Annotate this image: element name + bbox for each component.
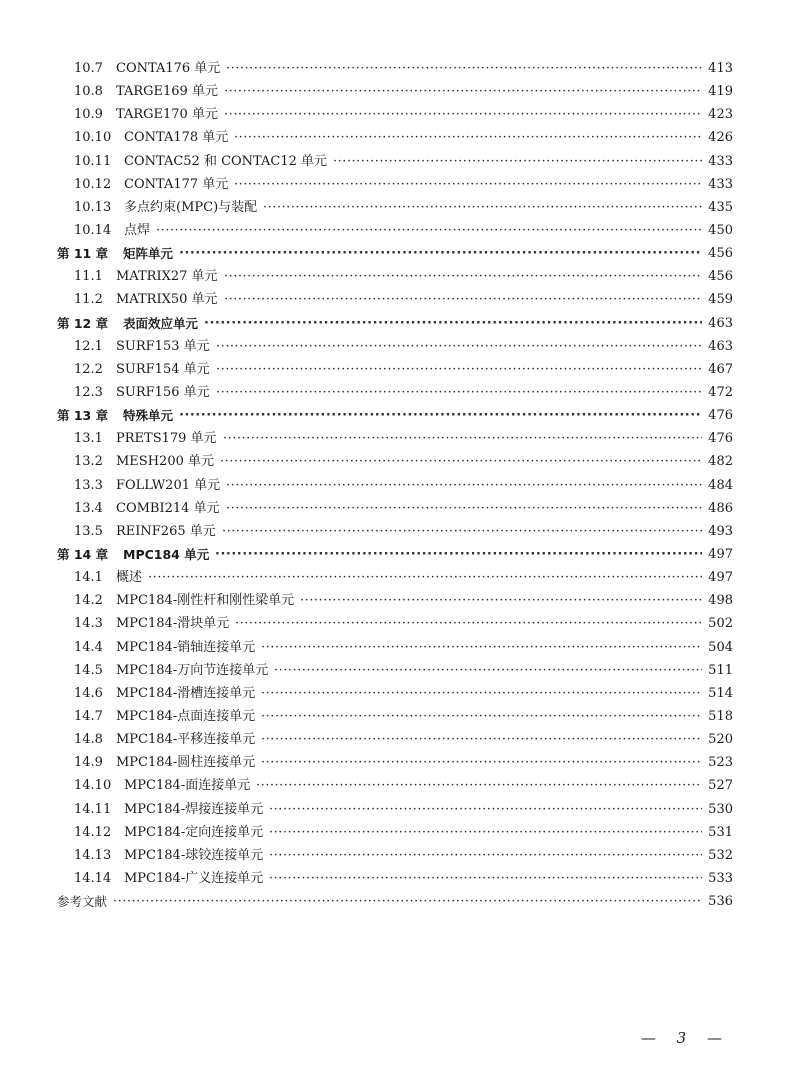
- toc-section-entry[interactable]: [0, 219, 790, 242]
- entry-number: 14.6: [74, 685, 103, 701]
- toc-section-entry[interactable]: [0, 196, 790, 219]
- toc-chapter-entry[interactable]: [0, 242, 790, 265]
- entry-number: 14.8: [74, 732, 103, 748]
- leader-dots: [269, 821, 702, 844]
- entry-title: CONTA178 单元: [124, 126, 234, 149]
- entry-title: MATRIX27 单元: [116, 265, 224, 288]
- entry-title: COMBI214 单元: [116, 497, 226, 520]
- leader-dots: [223, 427, 702, 450]
- entry-title: TARGE169 单元: [116, 80, 224, 103]
- toc-references-entry[interactable]: [0, 890, 790, 913]
- entry-title: REINF265 单元: [116, 520, 222, 543]
- entry-page-number: 527: [708, 778, 733, 794]
- toc-section-entry[interactable]: [0, 751, 790, 774]
- toc-section-entry[interactable]: [0, 705, 790, 728]
- entry-title: 矩阵单元: [123, 242, 179, 265]
- entry-page-number: 413: [708, 61, 733, 76]
- leader-dots: [226, 497, 702, 520]
- entry-number: 10.8: [74, 84, 103, 100]
- toc-section-entry[interactable]: [0, 173, 790, 196]
- entry-page-number: 459: [708, 292, 733, 308]
- entry-page-number: 450: [708, 222, 733, 238]
- entry-number: 第 12 章: [57, 315, 109, 331]
- toc-section-entry[interactable]: [0, 774, 790, 797]
- leader-dots: [333, 150, 702, 173]
- entry-page-number: 484: [708, 477, 733, 493]
- page-number: — 3 —: [640, 1029, 730, 1047]
- leader-dots: [179, 242, 702, 265]
- toc-chapter-entry[interactable]: [0, 543, 790, 566]
- entry-number: 11.2: [74, 292, 103, 308]
- leader-dots: [235, 612, 702, 635]
- entry-number: 14.13: [74, 847, 112, 863]
- entry-title: MPC184-平移连接单元: [116, 728, 261, 751]
- entry-page-number: 486: [708, 500, 733, 516]
- entry-page-number: 511: [708, 662, 733, 678]
- toc-section-entry[interactable]: [0, 80, 790, 103]
- entry-page-number: 482: [708, 454, 733, 470]
- leader-dots: [300, 589, 702, 612]
- entry-title: MPC184-万向节连接单元: [116, 659, 274, 682]
- toc-section-entry[interactable]: [0, 150, 790, 173]
- entry-page-number: 493: [708, 523, 733, 539]
- entry-title: CONTAC52 和 CONTAC12 单元: [124, 150, 333, 173]
- entry-page-number: 498: [708, 593, 733, 609]
- leader-dots: [224, 265, 702, 288]
- entry-page-number: 530: [708, 801, 733, 817]
- toc-section-entry[interactable]: [0, 126, 790, 149]
- entry-title: MPC184-广义连接单元: [124, 867, 269, 890]
- toc-section-entry[interactable]: [0, 798, 790, 821]
- leader-dots: [274, 659, 702, 682]
- leader-dots: [224, 80, 702, 103]
- entry-number: 10.7: [74, 61, 103, 76]
- toc-section-entry[interactable]: [0, 612, 790, 635]
- toc-section-entry[interactable]: [0, 659, 790, 682]
- entry-number: 第 14 章: [57, 546, 109, 562]
- entry-number: 14.5: [74, 662, 103, 678]
- leader-dots: [113, 890, 702, 913]
- toc-section-entry[interactable]: [0, 821, 790, 844]
- entry-title: SURF153 单元: [116, 335, 216, 358]
- leader-dots: [148, 566, 702, 589]
- entry-number: 14.3: [74, 616, 103, 632]
- entry-number: 13.5: [74, 523, 103, 539]
- entry-page-number: 536: [708, 894, 733, 910]
- entry-number: 12.3: [74, 384, 103, 400]
- table-of-contents: [0, 57, 790, 913]
- toc-section-entry[interactable]: [0, 381, 790, 404]
- entry-number: 10.12: [74, 176, 112, 192]
- leader-dots: [226, 474, 702, 497]
- leader-dots: [234, 126, 702, 149]
- entry-page-number: 423: [708, 107, 733, 123]
- leader-dots: [269, 798, 702, 821]
- entry-number: 12.2: [74, 361, 103, 377]
- toc-section-entry[interactable]: [0, 520, 790, 543]
- entry-title: 参考文献: [57, 890, 113, 913]
- entry-number: 14.2: [74, 593, 103, 609]
- leader-dots: [261, 728, 702, 751]
- entry-page-number: 533: [708, 870, 733, 886]
- leader-dots: [256, 774, 702, 797]
- entry-page-number: 532: [708, 847, 733, 863]
- entry-number: 11.1: [74, 269, 103, 285]
- leader-dots: [179, 404, 702, 427]
- leader-dots: [261, 636, 702, 659]
- toc-section-entry[interactable]: [0, 450, 790, 473]
- entry-title: MPC184-点面连接单元: [116, 705, 261, 728]
- entry-page-number: 472: [708, 384, 733, 400]
- leader-dots: [224, 288, 702, 311]
- entry-number: 10.11: [74, 153, 112, 169]
- entry-title: MPC184-圆柱连接单元: [116, 751, 261, 774]
- entry-title: PRETS179 单元: [116, 427, 223, 450]
- toc-chapter-entry[interactable]: [0, 404, 790, 427]
- entry-page-number: 502: [708, 616, 733, 632]
- entry-page-number: 433: [708, 153, 733, 169]
- entry-number: 10.10: [74, 130, 112, 146]
- entry-title: MPC184-定向连接单元: [124, 821, 269, 844]
- entry-number: 13.2: [74, 454, 103, 470]
- entry-page-number: 467: [708, 361, 733, 377]
- entry-number: 14.4: [74, 639, 103, 655]
- entry-title: CONTA177 单元: [124, 173, 234, 196]
- entry-page-number: 433: [708, 176, 733, 192]
- toc-section-entry[interactable]: [0, 497, 790, 520]
- toc-section-entry[interactable]: [0, 682, 790, 705]
- entry-number: 14.7: [74, 708, 103, 724]
- entry-title: MPC184-球铰连接单元: [124, 844, 269, 867]
- entry-number: 14.11: [74, 801, 112, 817]
- entry-page-number: 520: [708, 732, 733, 748]
- leader-dots: [220, 450, 702, 473]
- toc-section-entry[interactable]: [0, 427, 790, 450]
- entry-page-number: 514: [708, 685, 733, 701]
- toc-section-entry[interactable]: [0, 474, 790, 497]
- entry-title: MPC184-销轴连接单元: [116, 636, 261, 659]
- toc-section-entry[interactable]: [0, 57, 790, 80]
- entry-page-number: 497: [708, 570, 733, 586]
- entry-number: 14.14: [74, 870, 112, 886]
- leader-dots: [226, 57, 702, 80]
- entry-number: 10.14: [74, 222, 112, 238]
- toc-section-entry[interactable]: [0, 844, 790, 867]
- entry-title: MPC184-滑块单元: [116, 612, 235, 635]
- entry-number: 13.3: [74, 477, 103, 493]
- entry-page-number: 497: [708, 546, 733, 562]
- entry-page-number: 456: [708, 246, 733, 262]
- leader-dots: [234, 173, 702, 196]
- toc-section-entry[interactable]: [0, 358, 790, 381]
- entry-number: 10.13: [74, 199, 112, 215]
- entry-number: 14.1: [74, 570, 103, 586]
- toc-section-entry[interactable]: [0, 636, 790, 659]
- leader-dots: [216, 381, 702, 404]
- entry-number: 14.10: [74, 778, 112, 794]
- leader-dots: [261, 705, 702, 728]
- leader-dots: [216, 335, 702, 358]
- entry-title: MPC184 单元: [123, 543, 215, 566]
- entry-title: 点焊: [124, 219, 156, 242]
- entry-number: 第 13 章: [57, 408, 109, 424]
- toc-section-entry[interactable]: [0, 103, 790, 126]
- entry-title: MPC184-刚性杆和刚性梁单元: [116, 589, 300, 612]
- entry-title: FOLLW201 单元: [116, 474, 226, 497]
- entry-page-number: 426: [708, 130, 733, 146]
- entry-number: 14.12: [74, 824, 112, 840]
- entry-page-number: 504: [708, 639, 733, 655]
- entry-title: 概述: [116, 566, 148, 589]
- entry-page-number: 476: [708, 431, 733, 447]
- leader-dots: [269, 867, 702, 890]
- entry-page-number: 476: [708, 408, 733, 424]
- entry-number: 12.1: [74, 338, 103, 354]
- entry-title: MESH200 单元: [116, 450, 220, 473]
- entry-page-number: 531: [708, 824, 733, 840]
- leader-dots: [269, 844, 702, 867]
- entry-number: 10.9: [74, 107, 103, 123]
- entry-title: MPC184-滑槽连接单元: [116, 682, 261, 705]
- leader-dots: [261, 682, 702, 705]
- toc-section-entry[interactable]: [0, 867, 790, 890]
- toc-section-entry[interactable]: [0, 589, 790, 612]
- entry-number: 13.4: [74, 500, 103, 516]
- entry-page-number: 456: [708, 269, 733, 285]
- leader-dots: [263, 196, 702, 219]
- toc-chapter-entry[interactable]: [0, 312, 790, 335]
- leader-dots: [156, 219, 702, 242]
- entry-title: 多点约束(MPC)与装配: [124, 196, 263, 219]
- entry-number: 13.1: [74, 431, 103, 447]
- leader-dots: [215, 543, 702, 566]
- leader-dots: [222, 520, 702, 543]
- entry-page-number: 518: [708, 708, 733, 724]
- leader-dots: [216, 358, 702, 381]
- toc-section-entry[interactable]: [0, 566, 790, 589]
- entry-number: 14.9: [74, 755, 103, 771]
- entry-page-number: 419: [708, 84, 733, 100]
- toc-section-entry[interactable]: [0, 265, 790, 288]
- entry-title: 表面效应单元: [123, 312, 204, 335]
- entry-title: SURF156 单元: [116, 381, 216, 404]
- entry-page-number: 523: [708, 755, 733, 771]
- entry-number: 第 11 章: [57, 246, 109, 262]
- entry-title: MPC184-面连接单元: [124, 774, 256, 797]
- entry-page-number: 463: [708, 338, 733, 354]
- leader-dots: [261, 751, 702, 774]
- toc-section-entry[interactable]: [0, 288, 790, 311]
- entry-page-number: 463: [708, 315, 733, 331]
- entry-title: TARGE170 单元: [116, 103, 224, 126]
- entry-title: MATRIX50 单元: [116, 288, 224, 311]
- toc-section-entry[interactable]: [0, 728, 790, 751]
- entry-page-number: 435: [708, 199, 733, 215]
- leader-dots: [204, 312, 702, 335]
- entry-title: SURF154 单元: [116, 358, 216, 381]
- entry-title: 特殊单元: [123, 404, 179, 427]
- toc-section-entry[interactable]: [0, 335, 790, 358]
- entry-title: MPC184-焊接连接单元: [124, 798, 269, 821]
- leader-dots: [224, 103, 702, 126]
- entry-title: CONTA176 单元: [116, 57, 226, 80]
